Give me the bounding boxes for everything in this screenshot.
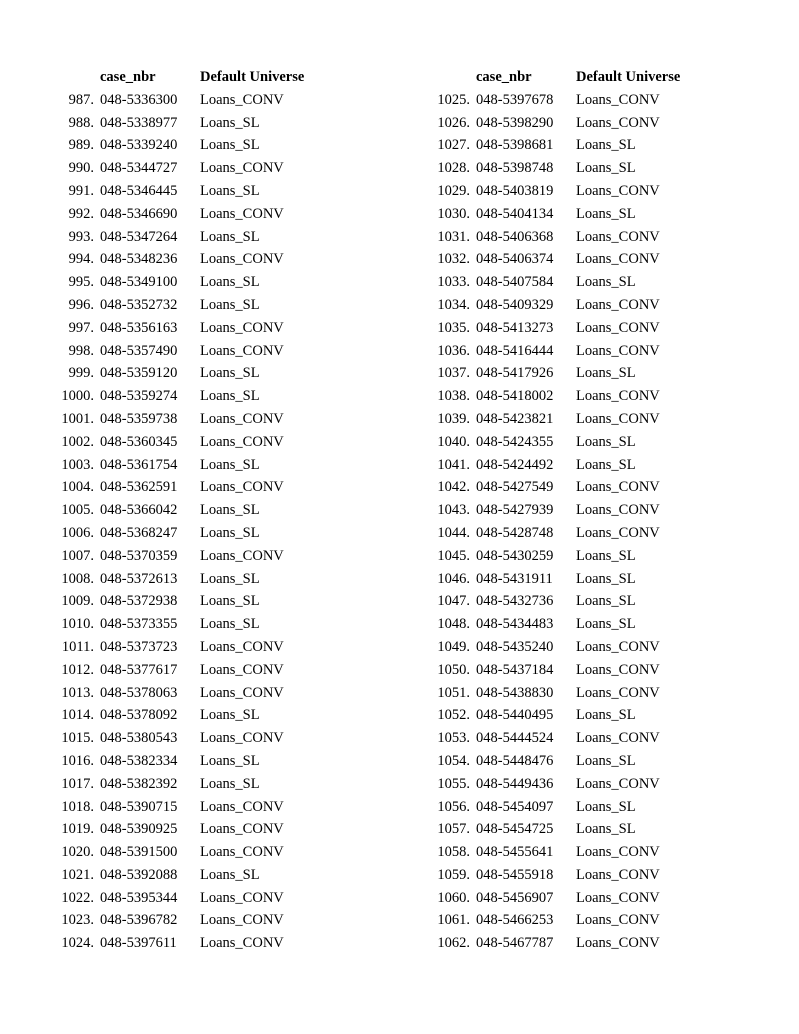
- default-universe: Loans_SL: [576, 456, 636, 473]
- case-number: 048-5346445: [100, 182, 178, 199]
- default-universe: Loans_SL: [200, 182, 260, 199]
- row-number: 1025.: [437, 91, 470, 108]
- case-number: 048-5437184: [476, 661, 554, 678]
- default-universe: Loans_CONV: [576, 342, 660, 359]
- case-number: 048-5378092: [100, 707, 178, 724]
- default-universe: Loans_CONV: [576, 730, 660, 747]
- row-number: 999.: [68, 365, 94, 382]
- default-universe: Loans_CONV: [200, 730, 284, 747]
- case-number: 048-5423821: [476, 410, 554, 427]
- row-number: 1059.: [437, 866, 470, 883]
- row-number: 1014.: [61, 707, 94, 724]
- case-number: 048-5359120: [100, 365, 178, 382]
- row-number: 1024.: [61, 935, 94, 952]
- row-number: 1045.: [437, 547, 470, 564]
- default-universe: Loans_SL: [200, 137, 260, 154]
- row-number: 1050.: [437, 661, 470, 678]
- row-number: 1012.: [61, 661, 94, 678]
- row-number: 1030.: [437, 205, 470, 222]
- case-number: 048-5349100: [100, 274, 178, 291]
- row-number: 1034.: [437, 296, 470, 313]
- default-universe: Loans_SL: [576, 547, 636, 564]
- row-number: 1027.: [437, 137, 470, 154]
- row-number: 1033.: [437, 274, 470, 291]
- case-number: 048-5347264: [100, 228, 178, 245]
- case-number: 048-5372613: [100, 570, 178, 587]
- case-number: 048-5390715: [100, 798, 178, 815]
- row-number: 1039.: [437, 410, 470, 427]
- case-number: 048-5398290: [476, 114, 554, 131]
- row-number: 1037.: [437, 365, 470, 382]
- row-number: 1026.: [437, 114, 470, 131]
- row-number: 988.: [68, 114, 94, 131]
- case-number: 048-5382334: [100, 752, 178, 769]
- row-number: 996.: [68, 296, 94, 313]
- case-number: 048-5432736: [476, 593, 554, 610]
- row-number: 1052.: [437, 707, 470, 724]
- case-number: 048-5406374: [476, 251, 554, 268]
- default-universe: Loans_CONV: [576, 319, 660, 336]
- default-universe: Loans_SL: [576, 616, 636, 633]
- row-number: 1015.: [61, 730, 94, 747]
- default-universe: Loans_CONV: [200, 661, 284, 678]
- case-number: 048-5416444: [476, 342, 554, 359]
- default-universe: Loans_CONV: [576, 775, 660, 792]
- row-number: 995.: [68, 274, 94, 291]
- default-universe: Loans_SL: [200, 775, 260, 792]
- default-universe: Loans_CONV: [200, 433, 284, 450]
- case-number: 048-5404134: [476, 205, 554, 222]
- case-number: 048-5380543: [100, 730, 178, 747]
- row-number: 1029.: [437, 182, 470, 199]
- default-universe: Loans_CONV: [200, 205, 284, 222]
- row-number: 1055.: [437, 775, 470, 792]
- row-number: 1013.: [61, 684, 94, 701]
- case-number: 048-5373723: [100, 638, 178, 655]
- case-number: 048-5372938: [100, 593, 178, 610]
- default-universe: Loans_CONV: [200, 410, 284, 427]
- default-universe: Loans_SL: [576, 593, 636, 610]
- case-number: 048-5391500: [100, 844, 178, 861]
- case-number: 048-5359738: [100, 410, 178, 427]
- default-universe: Loans_SL: [200, 570, 260, 587]
- default-universe: Loans_SL: [200, 228, 260, 245]
- default-universe: Loans_SL: [576, 707, 636, 724]
- case-number: 048-5390925: [100, 821, 178, 838]
- default-universe: Loans_CONV: [200, 319, 284, 336]
- default-universe: Loans_CONV: [576, 251, 660, 268]
- default-universe: Loans_CONV: [576, 889, 660, 906]
- row-number: 1023.: [61, 912, 94, 929]
- default-universe: Loans_CONV: [576, 935, 660, 952]
- default-universe: Loans_CONV: [576, 502, 660, 519]
- default-universe: Loans_SL: [576, 570, 636, 587]
- row-number: 1002.: [61, 433, 94, 450]
- default-universe: Loans_SL: [200, 365, 260, 382]
- row-number: 990.: [68, 160, 94, 177]
- case-number: 048-5373355: [100, 616, 178, 633]
- header-case-nbr: case_nbr: [476, 69, 532, 85]
- default-universe: Loans_SL: [200, 296, 260, 313]
- row-number: 1062.: [437, 935, 470, 952]
- default-universe: Loans_CONV: [576, 866, 660, 883]
- case-number: 048-5409329: [476, 296, 554, 313]
- case-number: 048-5336300: [100, 91, 178, 108]
- default-universe: Loans_CONV: [200, 821, 284, 838]
- row-number: 1019.: [61, 821, 94, 838]
- default-universe: Loans_SL: [576, 205, 636, 222]
- case-number: 048-5455918: [476, 866, 554, 883]
- row-number: 1021.: [61, 866, 94, 883]
- case-number: 048-5448476: [476, 752, 554, 769]
- case-number: 048-5398748: [476, 160, 554, 177]
- case-number: 048-5413273: [476, 319, 554, 336]
- row-number: 992.: [68, 205, 94, 222]
- default-universe: Loans_SL: [200, 502, 260, 519]
- header-case-nbr: case_nbr: [100, 69, 156, 85]
- row-number: 1022.: [61, 889, 94, 906]
- row-number: 1028.: [437, 160, 470, 177]
- case-number: 048-5438830: [476, 684, 554, 701]
- row-number: 1047.: [437, 593, 470, 610]
- case-number: 048-5346690: [100, 205, 178, 222]
- case-number: 048-5467787: [476, 935, 554, 952]
- case-number: 048-5427939: [476, 502, 554, 519]
- default-universe: Loans_CONV: [200, 91, 284, 108]
- case-number: 048-5407584: [476, 274, 554, 291]
- row-number: 1048.: [437, 616, 470, 633]
- default-universe: Loans_CONV: [576, 91, 660, 108]
- default-universe: Loans_CONV: [200, 844, 284, 861]
- default-universe: Loans_CONV: [576, 296, 660, 313]
- row-number: 1041.: [437, 456, 470, 473]
- case-number: 048-5377617: [100, 661, 178, 678]
- row-number: 993.: [68, 228, 94, 245]
- row-number: 994.: [68, 251, 94, 268]
- default-universe: Loans_CONV: [576, 524, 660, 541]
- row-number: 1011.: [61, 638, 94, 655]
- case-number: 048-5382392: [100, 775, 178, 792]
- row-number: 1056.: [437, 798, 470, 815]
- default-universe: Loans_CONV: [200, 479, 284, 496]
- case-number: 048-5434483: [476, 616, 554, 633]
- row-number: 1036.: [437, 342, 470, 359]
- default-universe: Loans_SL: [200, 456, 260, 473]
- case-number: 048-5418002: [476, 388, 554, 405]
- row-number: 1008.: [61, 570, 94, 587]
- row-number: 1009.: [61, 593, 94, 610]
- row-number: 1000.: [61, 388, 94, 405]
- row-number: 1001.: [61, 410, 94, 427]
- default-universe: Loans_SL: [576, 137, 636, 154]
- default-universe: Loans_CONV: [576, 684, 660, 701]
- case-number: 048-5424492: [476, 456, 554, 473]
- row-number: 1038.: [437, 388, 470, 405]
- case-number: 048-5403819: [476, 182, 554, 199]
- case-number: 048-5454097: [476, 798, 554, 815]
- case-number: 048-5427549: [476, 479, 554, 496]
- row-number: 989.: [68, 137, 94, 154]
- row-number: 1061.: [437, 912, 470, 929]
- row-number: 1020.: [61, 844, 94, 861]
- default-universe: Loans_CONV: [576, 912, 660, 929]
- default-universe: Loans_CONV: [576, 844, 660, 861]
- row-number: 1049.: [437, 638, 470, 655]
- case-number: 048-5344727: [100, 160, 178, 177]
- default-universe: Loans_CONV: [200, 638, 284, 655]
- default-universe: Loans_SL: [200, 524, 260, 541]
- row-number: 1040.: [437, 433, 470, 450]
- case-number: 048-5397678: [476, 91, 554, 108]
- default-universe: Loans_SL: [576, 433, 636, 450]
- default-universe: Loans_CONV: [576, 182, 660, 199]
- case-number: 048-5348236: [100, 251, 178, 268]
- row-number: 1042.: [437, 479, 470, 496]
- default-universe: Loans_SL: [200, 114, 260, 131]
- case-number: 048-5368247: [100, 524, 178, 541]
- row-number: 1043.: [437, 502, 470, 519]
- row-number: 1053.: [437, 730, 470, 747]
- default-universe: Loans_SL: [576, 821, 636, 838]
- default-universe: Loans_SL: [200, 752, 260, 769]
- row-number: 1057.: [437, 821, 470, 838]
- case-number: 048-5454725: [476, 821, 554, 838]
- case-number: 048-5370359: [100, 547, 178, 564]
- case-number: 048-5424355: [476, 433, 554, 450]
- case-number: 048-5366042: [100, 502, 178, 519]
- row-number: 1046.: [437, 570, 470, 587]
- row-number: 1031.: [437, 228, 470, 245]
- row-number: 1054.: [437, 752, 470, 769]
- case-number: 048-5406368: [476, 228, 554, 245]
- header-default-universe: Default Universe: [200, 69, 305, 85]
- row-number: 1017.: [61, 775, 94, 792]
- default-universe: Loans_CONV: [200, 912, 284, 929]
- default-universe: Loans_CONV: [576, 479, 660, 496]
- case-number: 048-5360345: [100, 433, 178, 450]
- case-number: 048-5378063: [100, 684, 178, 701]
- row-number: 998.: [68, 342, 94, 359]
- case-number: 048-5395344: [100, 889, 178, 906]
- row-number: 997.: [68, 319, 94, 336]
- default-universe: Loans_CONV: [576, 388, 660, 405]
- default-universe: Loans_CONV: [576, 228, 660, 245]
- header-default-universe: Default Universe: [576, 69, 681, 85]
- default-universe: Loans_SL: [200, 593, 260, 610]
- row-number: 1044.: [437, 524, 470, 541]
- row-number: 1005.: [61, 502, 94, 519]
- case-number: 048-5444524: [476, 730, 554, 747]
- case-number: 048-5356163: [100, 319, 178, 336]
- default-universe: Loans_CONV: [200, 342, 284, 359]
- default-universe: Loans_CONV: [576, 661, 660, 678]
- case-number: 048-5430259: [476, 547, 554, 564]
- default-universe: Loans_SL: [200, 707, 260, 724]
- row-number: 1004.: [61, 479, 94, 496]
- default-universe: Loans_CONV: [200, 251, 284, 268]
- default-universe: Loans_CONV: [200, 160, 284, 177]
- case-number: 048-5417926: [476, 365, 554, 382]
- default-universe: Loans_CONV: [576, 638, 660, 655]
- row-number: 1058.: [437, 844, 470, 861]
- default-universe: Loans_SL: [576, 365, 636, 382]
- case-number: 048-5392088: [100, 866, 178, 883]
- case-number: 048-5440495: [476, 707, 554, 724]
- case-number: 048-5357490: [100, 342, 178, 359]
- case-number: 048-5359274: [100, 388, 178, 405]
- row-number: 1006.: [61, 524, 94, 541]
- case-number: 048-5398681: [476, 137, 554, 154]
- default-universe: Loans_CONV: [200, 798, 284, 815]
- row-number: 1032.: [437, 251, 470, 268]
- row-number: 1035.: [437, 319, 470, 336]
- default-universe: Loans_SL: [576, 274, 636, 291]
- case-number: 048-5435240: [476, 638, 554, 655]
- row-number: 1016.: [61, 752, 94, 769]
- row-number: 991.: [68, 182, 94, 199]
- case-number: 048-5352732: [100, 296, 178, 313]
- default-universe: Loans_SL: [200, 274, 260, 291]
- default-universe: Loans_SL: [576, 752, 636, 769]
- default-universe: Loans_CONV: [200, 889, 284, 906]
- case-number: 048-5396782: [100, 912, 178, 929]
- default-universe: Loans_SL: [200, 616, 260, 633]
- case-number: 048-5455641: [476, 844, 554, 861]
- case-number: 048-5339240: [100, 137, 178, 154]
- row-number: 1051.: [437, 684, 470, 701]
- default-universe: Loans_SL: [200, 866, 260, 883]
- case-number: 048-5431911: [476, 570, 553, 587]
- case-number: 048-5338977: [100, 114, 178, 131]
- case-number: 048-5466253: [476, 912, 554, 929]
- row-number: 1060.: [437, 889, 470, 906]
- case-number: 048-5456907: [476, 889, 554, 906]
- default-universe: Loans_SL: [576, 798, 636, 815]
- case-number: 048-5361754: [100, 456, 178, 473]
- case-number: 048-5397611: [100, 935, 177, 952]
- case-number: 048-5428748: [476, 524, 554, 541]
- row-number: 1010.: [61, 616, 94, 633]
- row-number: 1007.: [61, 547, 94, 564]
- row-number: 1018.: [61, 798, 94, 815]
- default-universe: Loans_CONV: [200, 935, 284, 952]
- default-universe: Loans_CONV: [200, 684, 284, 701]
- row-number: 987.: [68, 91, 94, 108]
- case-number: 048-5362591: [100, 479, 178, 496]
- row-number: 1003.: [61, 456, 94, 473]
- default-universe: Loans_SL: [200, 388, 260, 405]
- default-universe: Loans_CONV: [576, 410, 660, 427]
- case-number: 048-5449436: [476, 775, 554, 792]
- default-universe: Loans_CONV: [576, 114, 660, 131]
- default-universe: Loans_SL: [576, 160, 636, 177]
- default-universe: Loans_CONV: [200, 547, 284, 564]
